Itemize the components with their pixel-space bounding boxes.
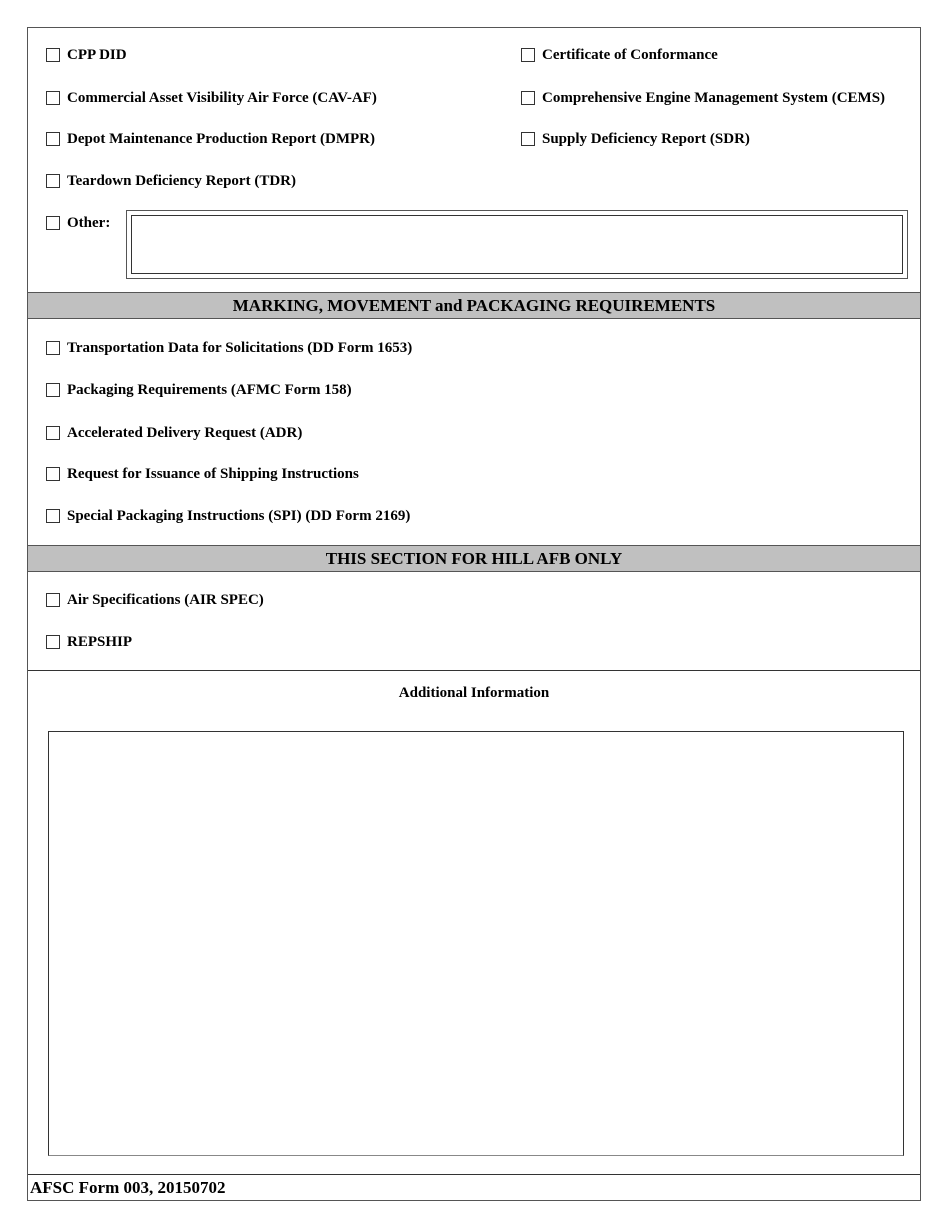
checkbox-air-spec[interactable] bbox=[46, 593, 60, 607]
checkbox-row-dd-form-1653[interactable] bbox=[46, 338, 412, 358]
checkbox-label: Request for Issuance of Shipping Instructions bbox=[67, 465, 359, 482]
checkbox-label: Accelerated Delivery Request (ADR) bbox=[67, 424, 303, 441]
checkbox-afmc-form-158[interactable] bbox=[46, 383, 60, 397]
checkbox-label: Other: bbox=[67, 214, 111, 231]
checkbox-label: Packaging Requirements (AFMC Form 158) bbox=[67, 381, 352, 398]
checkbox-label: Special Packaging Instructions (SPI) (DD Form 2169) bbox=[67, 507, 411, 524]
checkbox-cems[interactable] bbox=[521, 91, 535, 105]
form-page bbox=[27, 27, 921, 1201]
checkbox-certificate-of-conformance[interactable] bbox=[521, 48, 535, 62]
checkbox-label: Supply Deficiency Report (SDR) bbox=[542, 130, 750, 147]
checkbox-label: CPP DID bbox=[67, 46, 127, 63]
checkbox-row-cpp-did[interactable] bbox=[46, 45, 127, 65]
hill-afb-section-header: THIS SECTION FOR HILL AFB ONLY bbox=[28, 545, 920, 572]
checkbox-label: REPSHIP bbox=[67, 633, 133, 650]
checkbox-shipping-instructions[interactable] bbox=[46, 467, 60, 481]
checkbox-row-afmc-form-158[interactable] bbox=[46, 380, 352, 400]
marking-section-header: MARKING, MOVEMENT and PACKAGING REQUIREMENTS bbox=[28, 292, 920, 319]
checkbox-row-cav-af[interactable] bbox=[46, 88, 377, 108]
checkbox-adr[interactable] bbox=[46, 426, 60, 440]
other-field-frame bbox=[126, 210, 908, 279]
checkbox-label: Transportation Data for Solicitations (DD Form 1653) bbox=[67, 339, 413, 356]
checkbox-row-dmpr[interactable] bbox=[46, 129, 375, 149]
checkbox-sdr[interactable] bbox=[521, 132, 535, 146]
checkbox-row-sdr[interactable] bbox=[521, 129, 750, 149]
checkbox-spi[interactable] bbox=[46, 509, 60, 523]
checkbox-row-shipping-instructions[interactable] bbox=[46, 464, 359, 484]
checkbox-label: Depot Maintenance Production Report (DMPR) bbox=[67, 130, 376, 147]
checkbox-row-air-spec[interactable] bbox=[46, 590, 264, 610]
checkbox-cpp-did[interactable] bbox=[46, 48, 60, 62]
checkbox-row-spi[interactable] bbox=[46, 506, 410, 526]
checkbox-label: Certificate of Conformance bbox=[542, 46, 718, 63]
checkbox-label: Teardown Deficiency Report (TDR) bbox=[67, 172, 296, 189]
checkbox-row-certificate-of-conformance[interactable] bbox=[521, 45, 718, 65]
checkbox-row-repship[interactable] bbox=[46, 632, 132, 652]
additional-information-field[interactable] bbox=[48, 731, 904, 1156]
checkbox-cav-af[interactable] bbox=[46, 91, 60, 105]
form-footer bbox=[28, 1174, 920, 1200]
checkbox-tdr[interactable] bbox=[46, 174, 60, 188]
checkbox-row-other[interactable] bbox=[46, 213, 110, 233]
checkbox-dd-form-1653[interactable] bbox=[46, 341, 60, 355]
checkbox-label: Commercial Asset Visibility Air Force (CAV-AF) bbox=[67, 89, 377, 106]
checkbox-row-cems[interactable] bbox=[521, 88, 885, 108]
section-divider bbox=[28, 670, 920, 671]
checkbox-other[interactable] bbox=[46, 216, 60, 230]
checkbox-row-tdr[interactable] bbox=[46, 171, 296, 191]
checkbox-dmpr[interactable] bbox=[46, 132, 60, 146]
other-text-field[interactable] bbox=[131, 215, 903, 274]
form-identifier: AFSC Form 003, 20150702 bbox=[30, 1178, 226, 1197]
checkbox-label: Comprehensive Engine Management System (CEMS) bbox=[542, 89, 886, 106]
additional-information-title: Additional Information bbox=[398, 685, 550, 701]
checkbox-row-adr[interactable] bbox=[46, 423, 302, 443]
checkbox-label: Air Specifications (AIR SPEC) bbox=[67, 591, 264, 608]
checkbox-repship[interactable] bbox=[46, 635, 60, 649]
